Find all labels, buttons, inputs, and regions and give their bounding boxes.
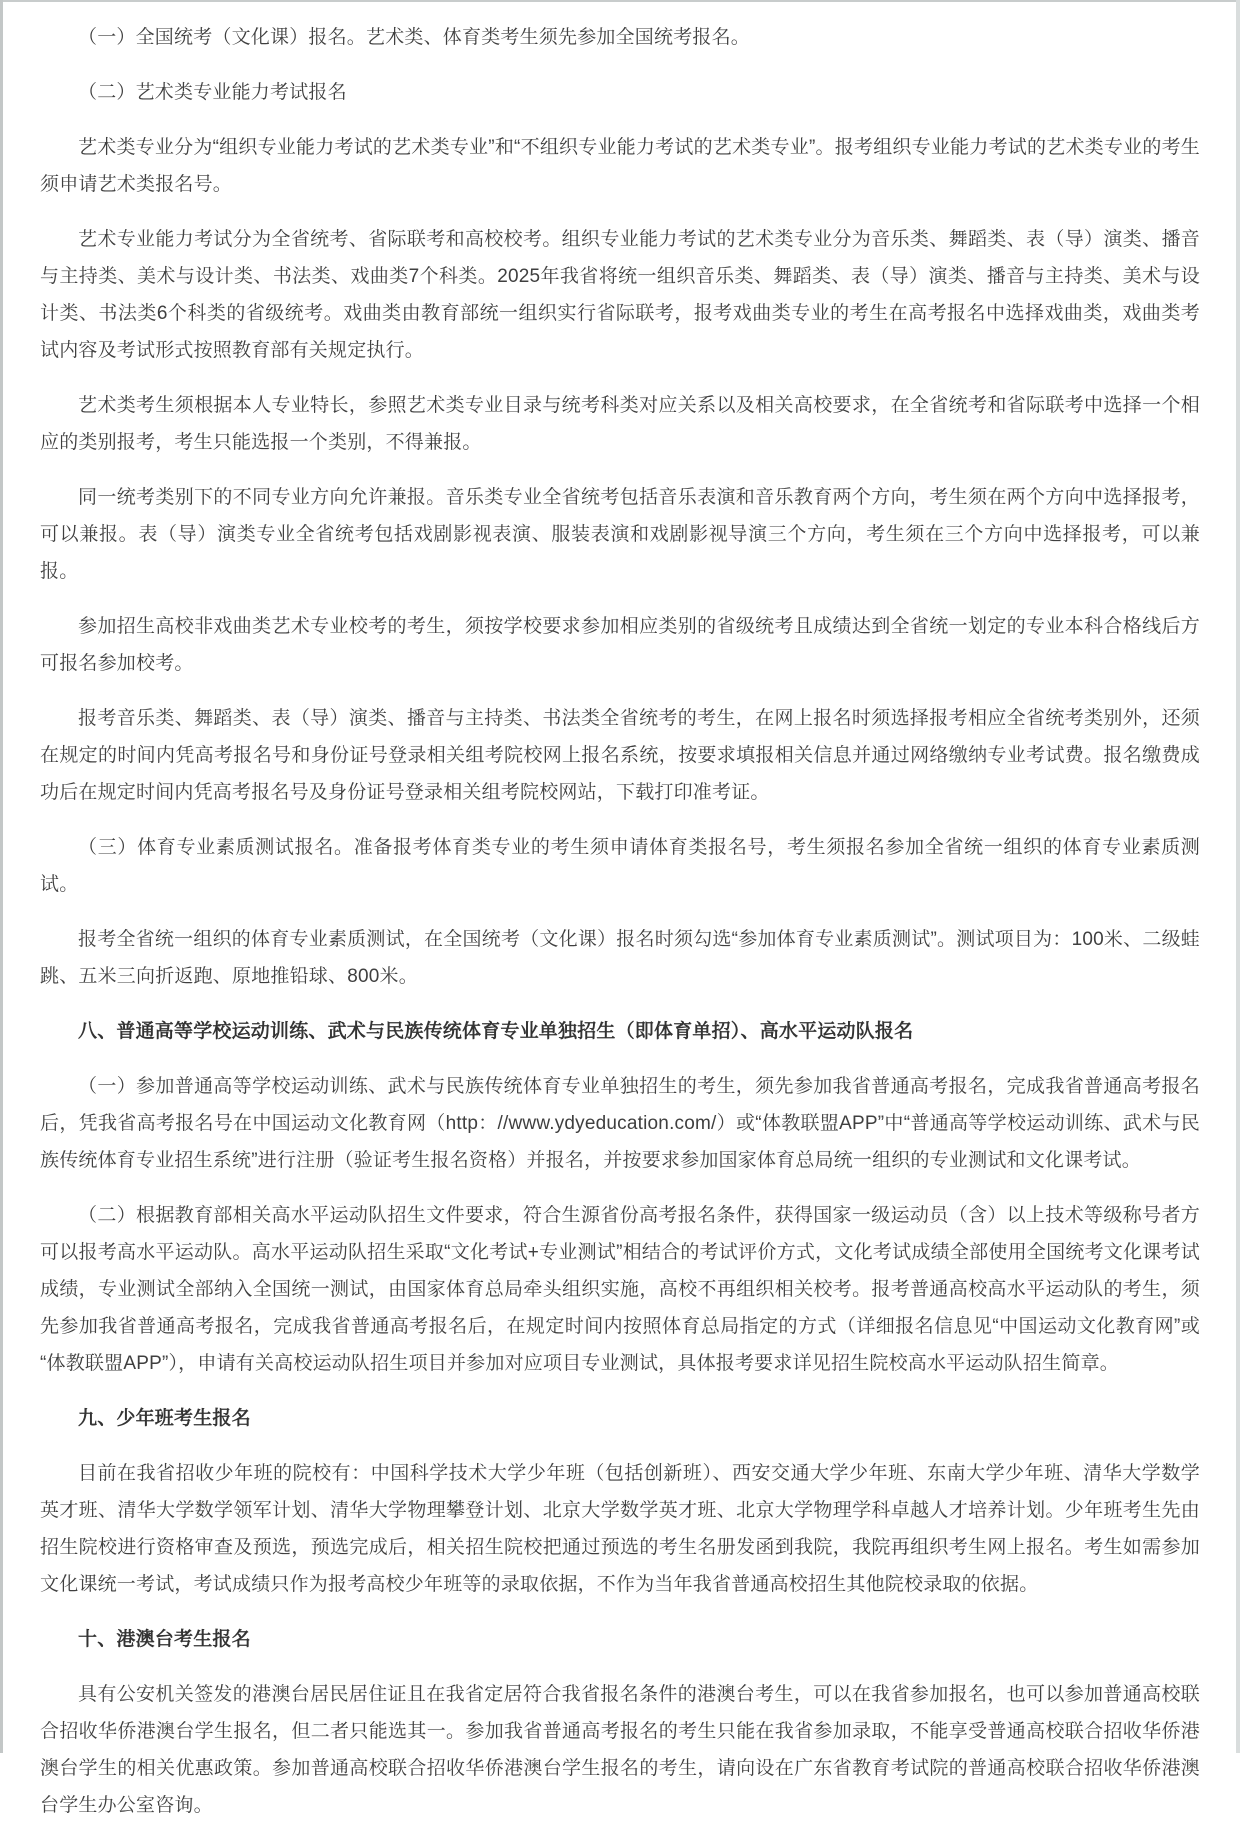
paragraph: （一）全国统考（文化课）报名。艺术类、体育类考生须先参加全国统考报名。: [78, 27, 751, 48]
paragraph: 报考音乐类、舞蹈类、表（导）演类、播音与主持类、书法类全省统考的考生，在网上报名时须选择报考相应全省统考类别外，还须在规定的时间内凭高考报名号和身份证号登录相关组考院校网上报名系统，按要求填报相关信息并通过网络缴纳专业考试费。报名缴费成功后在规定时间内凭高考报名号及身份证号登录相关组考院校网站，下载打印准考证。: [40, 708, 1200, 803]
paragraph: 艺术类专业分为“组织专业能力考试的艺术类专业”和“不组织专业能力考试的艺术类专业”。报考组织专业能力考试的艺术类专业的考生须申请艺术类报名号。: [40, 137, 1200, 195]
paragraph: 艺术专业能力考试分为全省统考、省际联考和高校校考。组织专业能力考试的艺术类专业分为音乐类、舞蹈类、表（导）演类、播音与主持类、美术与设计类、书法类、戏曲类7个科类。2025年我省将统一组织音乐类、舞蹈类、表（导）演类、播音与主持类、美术与设计类、书法类6个科类的省级统考。戏曲类由教育部统一组织实行省际联考，报考戏曲类专业的考生在高考报名中选择戏曲类，戏曲类考试内容及考试形式按照教育部有关规定执行。: [40, 229, 1200, 361]
page-top-edge: [0, 0, 1240, 2]
paragraph: （二）艺术类专业能力考试报名: [78, 82, 347, 103]
paragraph: （三）体育专业素质测试报名。准备报考体育类专业的考生须申请体育类报名号，考生须报名参加全省统一组织的体育专业素质测试。: [40, 837, 1200, 895]
page-right-edge: [1236, 0, 1240, 1753]
section-heading-youth-class: 九、少年班考生报名: [78, 1408, 251, 1429]
paragraph: 参加招生高校非戏曲类艺术专业校考的考生，须按学校要求参加相应类别的省级统考且成绩达到全省统一划定的专业本科合格线后方可报名参加校考。: [40, 616, 1200, 674]
section-heading-sports-single-recruit: 八、普通高等学校运动训练、武术与民族传统体育专业单独招生（即体育单招）、高水平运动队报名: [78, 1021, 914, 1042]
paragraph: 目前在我省招收少年班的院校有：中国科学技术大学少年班（包括创新班）、西安交通大学少年班、东南大学少年班、清华大学数学英才班、清华大学数学领军计划、清华大学物理攀登计划、北京大学数学英才班、北京大学物理学科卓越人才培养计划。少年班考生先由招生院校进行资格审查及预选，预选完成后，相关招生院校把通过预选的考生名册发函到我院，我院再组织考生网上报名。考生如需参加文化课统一考试，考试成绩只作为报考高校少年班等的录取依据，不作为当年我省普通高校招生其他院校录取的依据。: [40, 1463, 1200, 1595]
paragraph: （二）根据教育部相关高水平运动队招生文件要求，符合生源省份高考报名条件，获得国家一级运动员（含）以上技术等级称号者方可以报考高水平运动队。高水平运动队招生采取“文化考试+专业测试”相结合的考试评价方式，文化考试成绩全部使用全国统考文化课考试成绩，专业测试全部纳入全国统一测试，由国家体育总局牵头组织实施，高校不再组织相关校考。报考普通高校高水平运动队的考生，须先参加我省普通高考报名，完成我省普通高考报名后，在规定时间内按照体育总局指定的方式（详细报名信息见“中国运动文化教育网”或“体教联盟APP”），申请有关高校运动队招生项目并参加对应项目专业测试，具体报考要求详见招生院校高水平运动队招生简章。: [40, 1205, 1200, 1374]
paragraph: （一）参加普通高等学校运动训练、武术与民族传统体育专业单独招生的考生，须先参加我省普通高考报名，完成我省普通高考报名后，凭我省高考报名号在中国运动文化教育网（http：//www.ydyeducation.com/）或“体教联盟APP”中“普通高等学校运动训练、武术与民族传统体育专业招生系统”进行注册（验证考生报名资格）并报名，并按要求参加国家体育总局统一组织的专业测试和文化课考试。: [40, 1076, 1200, 1171]
paragraph: 同一统考类别下的不同专业方向允许兼报。音乐类专业全省统考包括音乐表演和音乐教育两个方向，考生须在两个方向中选择报考，可以兼报。表（导）演类专业全省统考包括戏剧影视表演、服装表演和戏剧影视导演三个方向，考生须在三个方向中选择报考，可以兼报。: [40, 487, 1200, 582]
section-heading-hk-macao-taiwan: 十、港澳台考生报名: [78, 1629, 251, 1650]
page-left-edge: [0, 0, 3, 1753]
paragraph: 报考全省统一组织的体育专业素质测试，在全国统考（文化课）报名时须勾选“参加体育专业素质测试”。测试项目为：100米、二级蛙跳、五米三向折返跑、原地推铅球、800米。: [40, 929, 1200, 987]
paragraph: 艺术类考生须根据本人专业特长，参照艺术类专业目录与统考科类对应关系以及相关高校要求，在全省统考和省际联考中选择一个相应的类别报考，考生只能选报一个类别，不得兼报。: [40, 395, 1200, 453]
paragraph: 具有公安机关签发的港澳台居民居住证且在我省定居符合我省报名条件的港澳台考生，可以在我省参加报名，也可以参加普通高校联合招收华侨港澳台学生报名，但二者只能选其一。参加我省普通高考报名的考生只能在我省参加录取，不能享受普通高校联合招收华侨港澳台学生的相关优惠政策。参加普通高校联合招收华侨港澳台学生报名的考生，请向设在广东省教育考试院的普通高校联合招收华侨港澳台学生办公室咨询。: [40, 1684, 1200, 1816]
